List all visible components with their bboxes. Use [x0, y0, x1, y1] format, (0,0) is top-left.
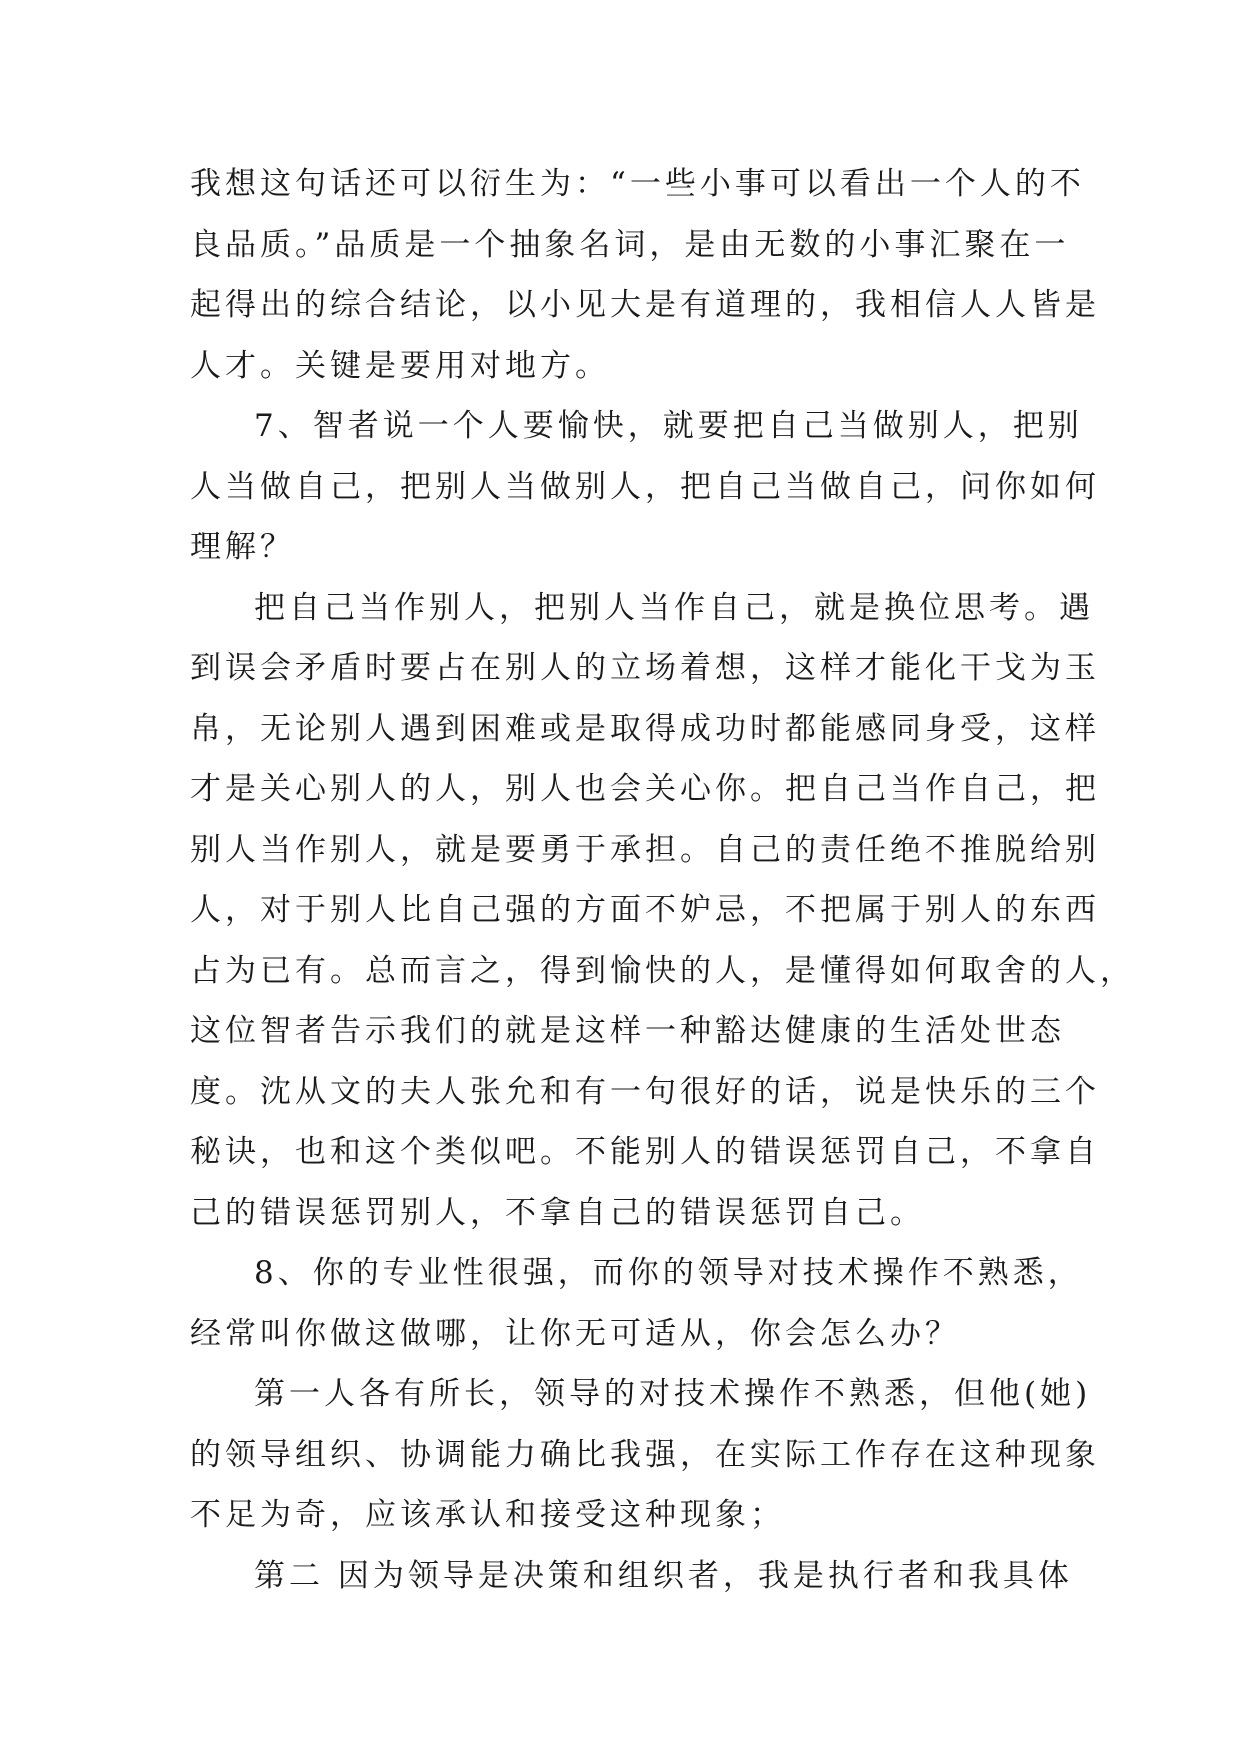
answer-8-point-1: 第一人各有所长，领导的对技术操作不熟悉，但他(她) — [254, 1376, 1092, 1412]
text-line: 人当做自己，把别人当做别人，把自己当做自己，问你如何 — [190, 468, 1100, 505]
answer-7-paragraph-start: 把自己当作别人，把别人当作自己，就是换位思考。遇 — [254, 589, 1094, 626]
text-line: 人，对于别人比自己强的方面不妒忌，不把属于别人的东西 — [190, 892, 1100, 928]
text-line: 到误会矛盾时要占在别人的立场着想，这样才能化干戈为玉 — [190, 650, 1100, 686]
text-line: 占为已有。总而言之，得到愉快的人，是懂得如何取舍的人， — [190, 952, 1135, 989]
text-line: 我想这句话还可以衍生为：“一些小事可以看出一个人的不 — [190, 166, 1085, 202]
text-line: 不足为奇，应该承认和接受这种现象； — [190, 1497, 785, 1533]
text-line: 起得出的综合结论，以小见大是有道理的，我相信人人皆是 — [190, 287, 1100, 323]
document-body — [190, 154, 1135, 1606]
text-line: 经常叫你做这做哪，让你无可适从，你会怎么办？ — [190, 1315, 960, 1352]
text-line: 理解？ — [190, 529, 295, 565]
text-line: 人才。关键是要用对地方。 — [190, 347, 610, 384]
text-line: 度。沈从文的夫人张允和有一句很好的话，说是快乐的三个 — [190, 1073, 1100, 1110]
text-line: 别人当作别人，就是要勇于承担。自己的责任绝不推脱给别 — [190, 831, 1100, 868]
text-line: 才是关心别人的人，别人也会关心你。把自己当作自己，把 — [190, 771, 1100, 807]
question-7-heading: 7、智者说一个人要愉快，就要把自己当做别人，把别 — [254, 408, 1083, 444]
text-line: 秘诀，也和这个类似吧。不能别人的错误惩罚自己，不拿自 — [190, 1134, 1100, 1170]
text-line: 帛，无论别人遇到困难或是取得成功时都能感同身受，这样 — [190, 710, 1100, 747]
text-line: 良品质。”品质是一个抽象名词，是由无数的小事汇聚在一 — [190, 226, 1070, 263]
answer-8-point-2: 第二 因为领导是决策和组织者，我是执行者和我具体 — [254, 1557, 1073, 1594]
question-8-heading: 8、你的专业性很强，而你的领导对技术操作不熟悉， — [254, 1255, 1083, 1291]
text-line: 的领导组织、协调能力确比我强，在实际工作存在这种现象 — [190, 1436, 1100, 1473]
text-line: 己的错误惩罚别人，不拿自己的错误惩罚自己。 — [190, 1194, 925, 1231]
text-line: 这位智者告示我们的就是这样一种豁达健康的生活处世态 — [190, 1013, 1065, 1049]
